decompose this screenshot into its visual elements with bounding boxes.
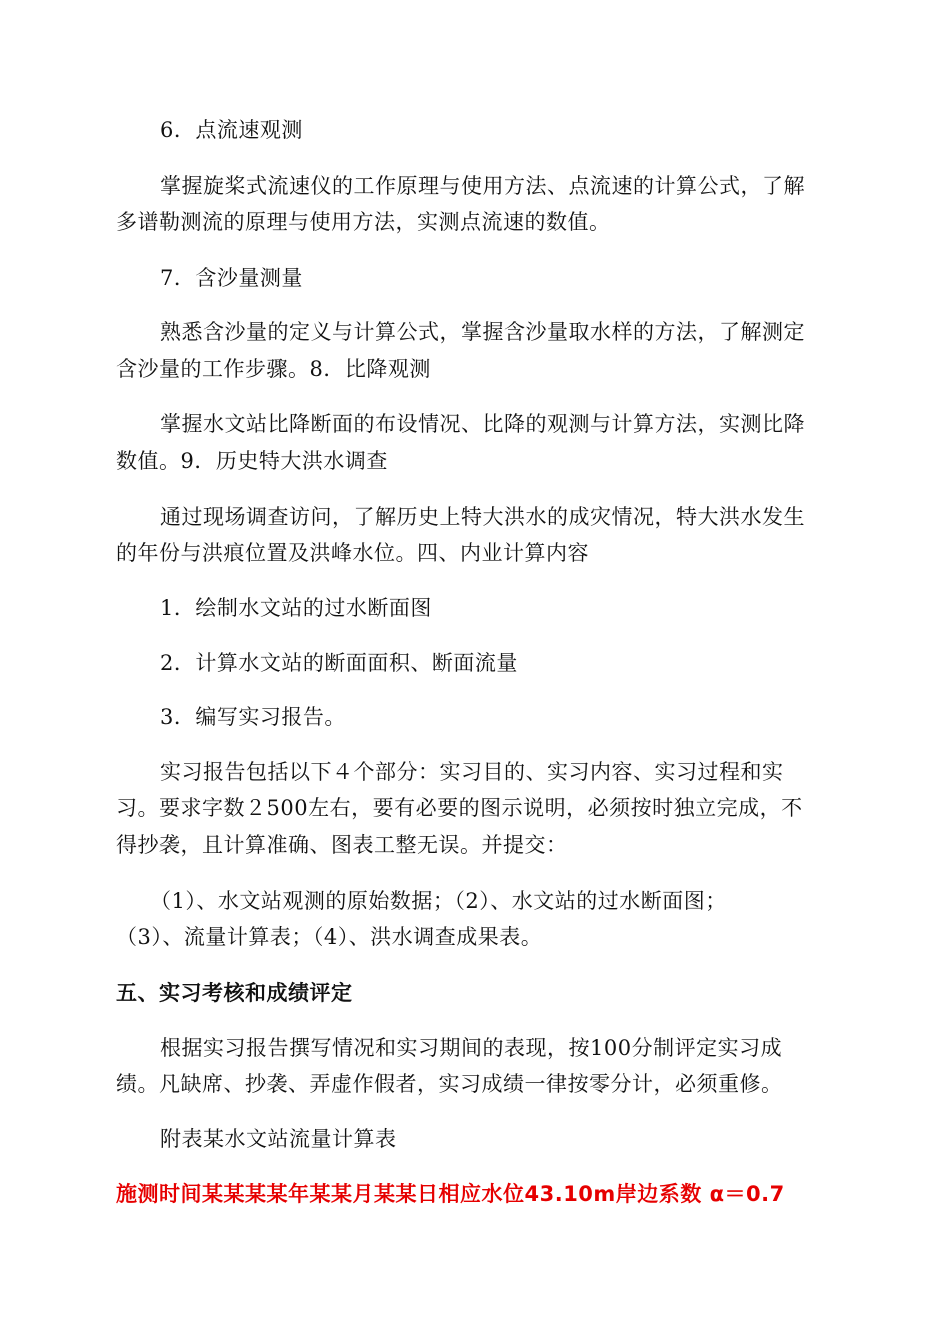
list-item-2: 2．计算水文站的断面面积、断面流量 xyxy=(160,651,518,675)
paragraph-line: 习。要求字数２500左右，要有必要的图示说明，必须按时独立完成，不 xyxy=(116,796,803,820)
appendix-title: 附表某水文站流量计算表 xyxy=(160,1127,397,1151)
paragraph-line: 熟悉含沙量的定义与计算公式，掌握含沙量取水样的方法，了解测定 xyxy=(160,320,805,344)
paragraph-line: 通过现场调查访问，了解历史上特大洪水的成灾情况，特大洪水发生 xyxy=(160,505,805,529)
paragraph-line: （1）、水文站观测的原始数据；（2）、水文站的过水断面图； xyxy=(150,889,727,913)
list-item-1: 1．绘制水文站的过水断面图 xyxy=(160,596,432,620)
paragraph-line: 含沙量的工作步骤。8．比降观测 xyxy=(116,357,431,381)
paragraph-line: 的年份与洪痕位置及洪峰水位。四、内业计算内容 xyxy=(116,541,589,565)
paragraph-line: 根据实习报告撰写情况和实习期间的表现，按100分制评定实习成 xyxy=(160,1036,783,1060)
paragraph-line: 掌握旋桨式流速仪的工作原理与使用方法、点流速的计算公式，了解 xyxy=(160,174,805,198)
list-item-3: 3．编写实习报告。 xyxy=(160,705,346,729)
paragraph-line: 实习报告包括以下４个部分：实习目的、实习内容、实习过程和实 xyxy=(160,760,784,784)
paragraph-line: 得抄袭，且计算准确、图表工整无误。并提交： xyxy=(116,833,568,857)
paragraph-line: 数值。9．历史特大洪水调查 xyxy=(116,449,388,473)
paragraph-line: 多谱勒测流的原理与使用方法，实测点流速的数值。 xyxy=(116,210,611,234)
paragraph-line: （3）、流量计算表；（4）、洪水调查成果表。 xyxy=(116,925,543,949)
section-item-7: 7．含沙量测量 xyxy=(160,266,303,290)
section-heading: 五、实习考核和成绩评定 xyxy=(116,981,353,1005)
section-item-6: 6．点流速观测 xyxy=(160,118,303,142)
table-caption-highlight: 施测时间某某某某年某某月某某日相应水位43.10m岸边系数 α＝0.7 xyxy=(116,1182,785,1206)
paragraph-line: 绩。凡缺席、抄袭、弄虚作假者，实习成绩一律按零分计，必须重修。 xyxy=(116,1072,783,1096)
paragraph-line: 掌握水文站比降断面的布设情况、比降的观测与计算方法，实测比降 xyxy=(160,412,805,436)
